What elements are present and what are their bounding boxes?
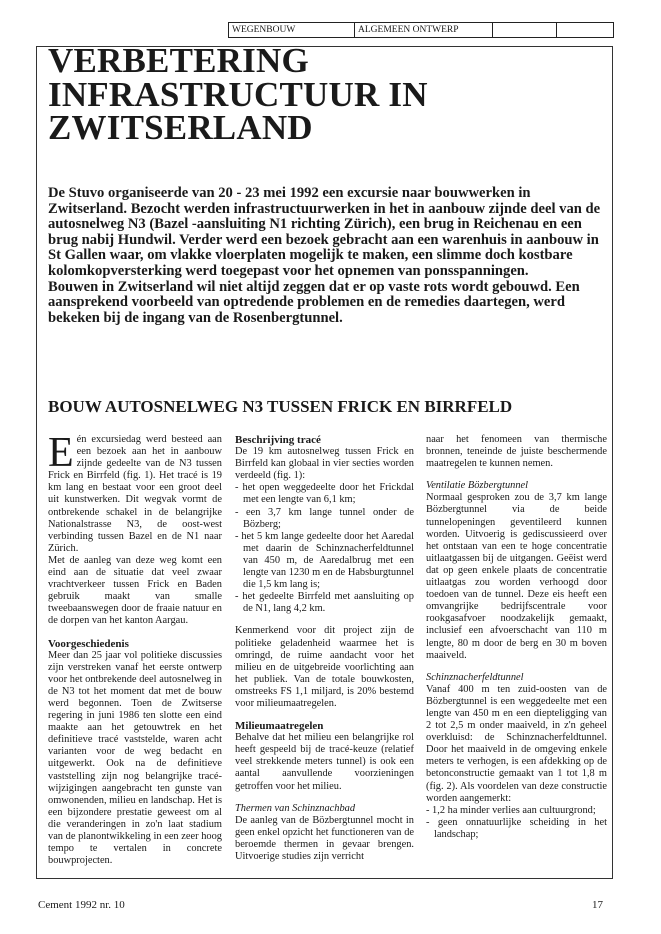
col3-paragraph-2: Normaal gesproken zou de 3,7 km lange Bözbergtunnel via de beide tunnelopeningen geventileerd kunnen worden. Uitvoerig is gediscussieerd over het ontstaan van een te hoge concentratie uitlaatgassen bij de uitgangen. Geëist werd dat op geen enkele plaats de concentratie uitlaatgas zou worden verhoogd door toedoen van de tunnel. Deze eis heeft een omvangrijke bedrijfscentrale voor rookgasafvoer noodzakelijk gemaakt, inclusief een afvoerschacht van 110 m lengte, 80 m door de berg en 30 m boven maaiveld.: [426, 492, 607, 661]
section-header-table: [228, 22, 614, 38]
col2-heading-milieumaatregelen: Milieumaatregelen: [235, 720, 324, 733]
header-cell-subcategory: ALGEMEEN ONTWERP: [355, 23, 493, 37]
header-cell-category: WEGENBOUW: [229, 23, 355, 37]
article-title: [48, 41, 588, 147]
col1-paragraph-3: Meer dan 25 jaar vol politieke discussies zijn verstreken vanaf het eerste ontwerp voor het ontbrekende deel autosnelweg in de N3 tot het moment dat met de bouw werd begonnen. Toen de Zwitserse regering in juni 1986 ten slotte een eind maakte aan het getouwtrek en het definitieve tracé vaststelde, waren acht varianten voor de weg bedacht en uitgewerkt. Ook na de definitieve vaststelling zijn nog belangrijke tracé-wijzigingen aangebracht ten gunste van omwonenden, milieu en landschap. Het is een bijzondere prestatie geweest om al die veranderingen in zo'n laat stadium van de planontwikkeling in een zeer hoog tempo te vertalen in concrete bouwprojecten.: [48, 649, 223, 867]
title-line-2: INFRASTRUCTUUR IN: [48, 74, 428, 114]
text-column-1: [48, 430, 223, 867]
list-item: - geen onnatuurlijke scheiding in het landschap;: [426, 816, 607, 840]
intro-paragraph-1: De Stuvo organiseerde van 20 - 23 mei 1992 een excursie naar bouwwerken in Zwitserland. Bezocht werden infrastructuurwerken in het in aanbouw zijnde deel van de autosnelweg N3 (Bazel -aansluiting N1 richting Zürich), een brug in Reichenau en een brug nabij Hundwil. Verder werd een bezoek gebracht aan een warenhuis in aanbouw in St Gallen waar, om vlakke vloerplaten mogelijk te maken, een slimme doch kostbare kolomkopversterking werd toegepast voor het opnemen van ponsspanningen.: [48, 185, 601, 279]
list-item: - 1,2 ha minder verlies aan cultuurgrond;: [426, 804, 596, 816]
page-number: 17: [592, 899, 603, 911]
col3-paragraph-1: naar het fenomeen van thermische bronnen, teneinde de juiste beschermende maatregelen te kunnen nemen.: [426, 434, 607, 470]
list-item: - een 3,7 km lange tunnel onder de Bözberg;: [235, 506, 414, 530]
list-item: - het gedeelte Birrfeld met aansluiting op de N1, lang 4,2 km.: [235, 591, 414, 615]
section-title: BOUW AUTOSNELWEG N3 TUSSEN FRICK EN BIRRFELD: [48, 397, 513, 416]
list-item: - het open weggedeelte door het Frickdal met een lengte van 6,1 km;: [235, 482, 414, 506]
col3-subheading-schinznacherfeldtunnel: Schinznacherfeldtunnel: [426, 671, 524, 683]
text-column-3: [426, 434, 607, 841]
col2-paragraph-1: De 19 km autosnelweg tussen Frick en Birrfeld kan globaal in vier secties worden verdeeld (fig. 1):: [235, 446, 414, 482]
list-item: - het 5 km lange gedeelte door het Aaredal met daarin de Schinznacherfeldtunnel van 450 m, de Aaredalbrug met een lengte van 1230 m en de Habsburgtunnel die 1,5 km lang is;: [235, 530, 414, 591]
drop-cap: E: [48, 430, 74, 476]
header-cell-empty-2: [557, 23, 613, 37]
col3-paragraph-3: Vanaf 400 m ten zuid-oosten van de Bözbergtunnel is een weggedeelte met een lengte van 450 m en een diepteligging van 2 tot 2,5 m onder maaiveld, in z'n geheel overkluisd: de Schinznacherfeldtunnel. Door het maaiveld in de omgeving enkele meters te verhogen, is een afdekking op de betonconstructie gemaakt van 1 tot 1,8 m (fig. 2). Als voordelen van deze constructie worden aangemerkt:: [426, 683, 607, 804]
col2-paragraph-3: Behalve dat het milieu een belangrijke rol heeft gespeeld bij de tracé-keuze (relatief veel strekkende meters tunnel) is ook een aantal aanvullende voorzieningen getroffen voor het milieu.: [235, 732, 414, 792]
journal-citation: Cement 1992 nr. 10: [38, 899, 125, 911]
title-line-1: VERBETERING: [48, 41, 309, 80]
col2-subheading-thermen: Thermen van Schinznachbad: [235, 802, 356, 814]
col2-paragraph-2: Kenmerkend voor dit project zijn de politieke geladenheid waarmee het is omringd, de ruime aandacht voor het milieu en de uitgebreide voorlichting aan het publiek. Van de totale bouwkosten, omstreeks FS 1,1 miljard, is 20% bestemd voor milieumaatregelen.: [235, 625, 414, 709]
col1-paragraph-2: Met de aanleg van deze weg komt een eind aan de situatie dat veel zwaar vrachtverkeer tussen Frick en Baden gebruik maakt van smalle tweebaanswegen door de fraaie natuur en de dorpen van het kanton Aargau.: [48, 554, 222, 627]
col1-paragraph-1: én excursiedag werd besteed aan een bezoek aan het in aanbouw zijnde gedeelte van de N3 tussen Frick en Birrfeld (fig. 1). Het tracé is 19 km lang en bestaat voor een groot deel uit kunstwerken. Dit wegvak vormt de ontbrekende schakel in de belangrijke Nationalstrasse N3, de oost-west verbinding tussen Bazel en de N1 naar Zürich.: [48, 434, 222, 554]
col3-subheading-ventilatie: Ventilatie Bözbergtunnel: [426, 480, 529, 492]
col2-paragraph-4: De aanleg van de Bözbergtunnel mocht in geen enkel opzicht het functioneren van de beroemde thermen in gevaar brengen. Uitvoerige studies zijn verricht: [235, 814, 414, 862]
article-intro: [48, 186, 608, 326]
col3-advantages-list: [426, 805, 607, 841]
text-column-2: [235, 434, 414, 863]
col2-section-list: [235, 482, 414, 615]
col2-heading-beschrijving: Beschrijving tracé: [235, 434, 321, 446]
title-line-3: ZWITSERLAND: [48, 108, 313, 147]
intro-paragraph-2: Bouwen in Zwitserland wil niet altijd zeggen dat er op vaste rots wordt gebouwd. Een aansprekend voorbeeld van optredende problemen en de remedies daartegen, werd bekeken bij de ingang van de Rosenbergtunnel.: [48, 278, 580, 326]
header-cell-empty-1: [493, 23, 557, 37]
col1-heading-voorgeschiedenis: Voorgeschiedenis: [48, 637, 129, 650]
